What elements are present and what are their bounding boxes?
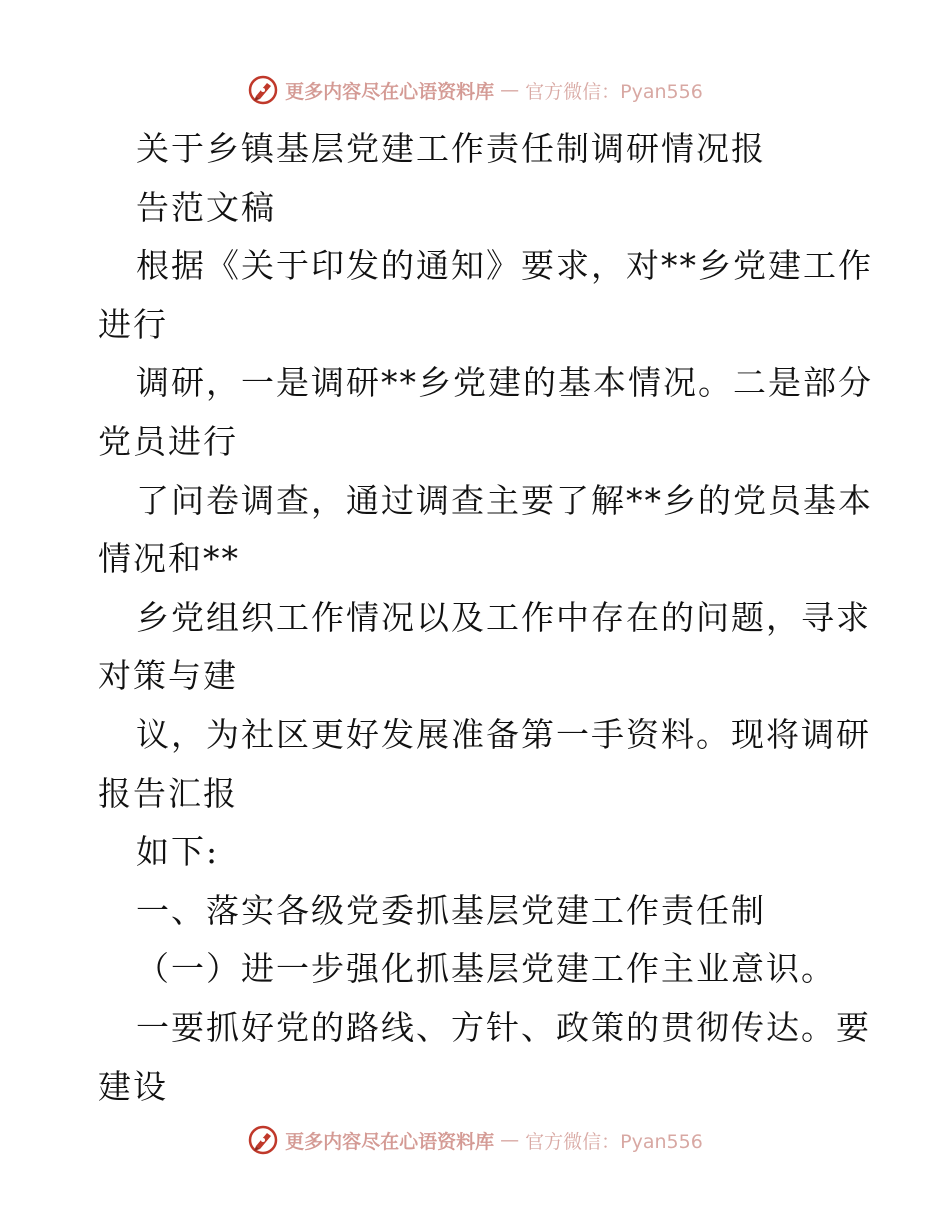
doc-title-line-1: 关于乡镇基层党建工作责任制调研情况报 bbox=[136, 129, 766, 168]
footer-watermark bbox=[0, 1120, 950, 1160]
watermark-wechat-text: 官方微信：Pyan556 bbox=[525, 1130, 703, 1153]
watermark-wechat-text: 官方微信：Pyan556 bbox=[525, 80, 703, 103]
doc-text-line: 一要抓好党的路线、方针、政策的贯彻传达。要 bbox=[136, 1007, 871, 1047]
doc-title-line-2: 告范文稿 bbox=[136, 187, 276, 227]
doc-text-line: 报告汇报 bbox=[98, 773, 238, 813]
watermark-separator: — bbox=[500, 1129, 520, 1151]
doc-text-line: 党员进行 bbox=[98, 421, 238, 461]
doc-text-line: 对策与建 bbox=[98, 656, 238, 696]
watermark-site-text: 更多内容尽在心语资料库 bbox=[285, 80, 495, 103]
watermark-site-text: 更多内容尽在心语资料库 bbox=[285, 1130, 495, 1153]
pen-logo-icon bbox=[247, 74, 279, 106]
doc-text-line: 建设 bbox=[98, 1066, 168, 1106]
pen-logo-icon bbox=[247, 1124, 279, 1156]
document-body bbox=[98, 120, 873, 1116]
header-watermark bbox=[0, 70, 950, 110]
doc-text-line: 如下: bbox=[136, 832, 220, 872]
doc-text-line: 进行 bbox=[98, 304, 168, 344]
doc-text-line: 了问卷调查，通过调查主要了解**乡的党员基本 bbox=[136, 480, 873, 520]
doc-text-line: 乡党组织工作情况以及工作中存在的问题，寻求 bbox=[136, 597, 871, 637]
doc-text-line: 调研，一是调研**乡党建的基本情况。二是部分 bbox=[136, 363, 873, 403]
doc-text-line: 根据《关于印发的通知》要求，对**乡党建工作 bbox=[136, 246, 873, 286]
subsection-heading: （一）进一步强化抓基层党建工作主业意识。 bbox=[136, 949, 836, 989]
section-heading: 一、落实各级党委抓基层党建工作责任制 bbox=[136, 890, 766, 930]
doc-text-line: 情况和** bbox=[98, 539, 240, 579]
doc-text-line: 议，为社区更好发展准备第一手资料。现将调研 bbox=[136, 714, 871, 754]
watermark-separator: — bbox=[500, 79, 520, 101]
